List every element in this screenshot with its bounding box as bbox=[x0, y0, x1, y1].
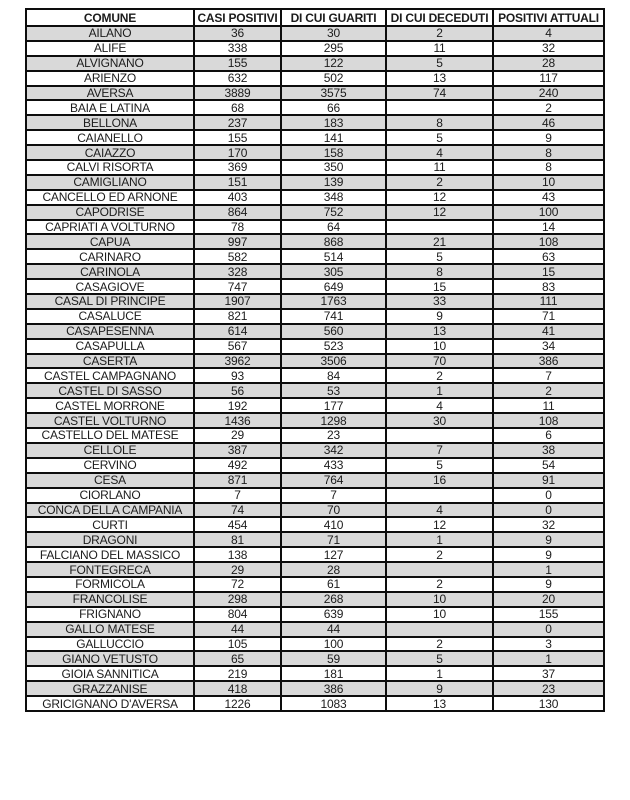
comune-cell: CASTEL MORRONE bbox=[26, 398, 194, 413]
comune-cell: ALIFE bbox=[26, 41, 194, 56]
deceduti-cell: 2 bbox=[386, 577, 493, 592]
guariti-cell: 70 bbox=[281, 503, 386, 518]
positivi-attuali-cell: 9 bbox=[493, 577, 604, 592]
positivi-attuali-cell: 9 bbox=[493, 532, 604, 547]
casi-positivi-cell: 65 bbox=[194, 651, 281, 666]
deceduti-cell: 2 bbox=[386, 175, 493, 190]
table-row bbox=[26, 428, 604, 443]
table-row bbox=[26, 234, 604, 249]
positivi-attuali-cell: 0 bbox=[493, 488, 604, 503]
comune-cell: CONCA DELLA CAMPANIA bbox=[26, 503, 194, 518]
guariti-cell: 764 bbox=[281, 473, 386, 488]
table-row bbox=[26, 368, 604, 383]
comune-cell: AVERSA bbox=[26, 86, 194, 101]
casi-positivi-cell: 1226 bbox=[194, 696, 281, 711]
deceduti-cell: 12 bbox=[386, 205, 493, 220]
casi-positivi-cell: 632 bbox=[194, 71, 281, 86]
table-row bbox=[26, 637, 604, 652]
header-row bbox=[26, 9, 604, 26]
table-row bbox=[26, 190, 604, 205]
deceduti-cell: 13 bbox=[386, 696, 493, 711]
guariti-cell: 386 bbox=[281, 681, 386, 696]
guariti-cell: 741 bbox=[281, 309, 386, 324]
comune-cell: ALVIGNANO bbox=[26, 56, 194, 71]
deceduti-cell bbox=[386, 488, 493, 503]
comune-cell: CASAL DI PRINCIPE bbox=[26, 294, 194, 309]
casi-positivi-cell: 614 bbox=[194, 324, 281, 339]
deceduti-cell: 16 bbox=[386, 473, 493, 488]
table-row bbox=[26, 220, 604, 235]
guariti-cell: 1298 bbox=[281, 413, 386, 428]
guariti-cell: 139 bbox=[281, 175, 386, 190]
deceduti-cell bbox=[386, 220, 493, 235]
table-row bbox=[26, 309, 604, 324]
comuni-covid-table bbox=[25, 8, 605, 712]
positivi-attuali-cell: 2 bbox=[493, 383, 604, 398]
table-row bbox=[26, 145, 604, 160]
table-row bbox=[26, 666, 604, 681]
table-row bbox=[26, 86, 604, 101]
guariti-cell: 64 bbox=[281, 220, 386, 235]
deceduti-cell: 2 bbox=[386, 637, 493, 652]
deceduti-cell: 5 bbox=[386, 249, 493, 264]
table-row bbox=[26, 160, 604, 175]
positivi-attuali-cell: 41 bbox=[493, 324, 604, 339]
positivi-attuali-cell: 1 bbox=[493, 651, 604, 666]
deceduti-cell: 2 bbox=[386, 547, 493, 562]
deceduti-cell: 15 bbox=[386, 279, 493, 294]
casi-positivi-cell: 56 bbox=[194, 383, 281, 398]
guariti-cell: 433 bbox=[281, 458, 386, 473]
table-row bbox=[26, 175, 604, 190]
guariti-cell: 523 bbox=[281, 339, 386, 354]
deceduti-cell: 12 bbox=[386, 517, 493, 532]
casi-positivi-cell: 387 bbox=[194, 443, 281, 458]
table-row bbox=[26, 577, 604, 592]
table-row bbox=[26, 562, 604, 577]
casi-positivi-cell: 7 bbox=[194, 488, 281, 503]
positivi-attuali-cell: 0 bbox=[493, 622, 604, 637]
guariti-cell: 514 bbox=[281, 249, 386, 264]
guariti-cell: 59 bbox=[281, 651, 386, 666]
casi-positivi-cell: 151 bbox=[194, 175, 281, 190]
deceduti-cell: 9 bbox=[386, 681, 493, 696]
deceduti-cell bbox=[386, 100, 493, 115]
comune-cell: CANCELLO ED ARNONE bbox=[26, 190, 194, 205]
guariti-cell: 410 bbox=[281, 517, 386, 532]
guariti-cell: 348 bbox=[281, 190, 386, 205]
guariti-cell: 100 bbox=[281, 637, 386, 652]
comune-cell: AILANO bbox=[26, 26, 194, 41]
table-row bbox=[26, 130, 604, 145]
table-row bbox=[26, 696, 604, 711]
positivi-attuali-cell: 155 bbox=[493, 607, 604, 622]
table-row bbox=[26, 71, 604, 86]
positivi-attuali-cell: 386 bbox=[493, 354, 604, 369]
casi-positivi-cell: 36 bbox=[194, 26, 281, 41]
casi-positivi-cell: 192 bbox=[194, 398, 281, 413]
guariti-cell: 639 bbox=[281, 607, 386, 622]
casi-positivi-cell: 821 bbox=[194, 309, 281, 324]
table-row bbox=[26, 443, 604, 458]
table-header bbox=[26, 9, 604, 26]
comune-cell: CURTI bbox=[26, 517, 194, 532]
deceduti-cell: 5 bbox=[386, 458, 493, 473]
casi-positivi-cell: 81 bbox=[194, 532, 281, 547]
deceduti-cell: 4 bbox=[386, 145, 493, 160]
positivi-attuali-cell: 7 bbox=[493, 368, 604, 383]
positivi-attuali-cell: 83 bbox=[493, 279, 604, 294]
table-row bbox=[26, 622, 604, 637]
table-row bbox=[26, 383, 604, 398]
guariti-cell: 181 bbox=[281, 666, 386, 681]
comune-cell: FALCIANO DEL MASSICO bbox=[26, 547, 194, 562]
casi-positivi-cell: 170 bbox=[194, 145, 281, 160]
guariti-cell: 560 bbox=[281, 324, 386, 339]
deceduti-cell: 70 bbox=[386, 354, 493, 369]
guariti-cell: 649 bbox=[281, 279, 386, 294]
comune-cell: CARINARO bbox=[26, 249, 194, 264]
positivi-attuali-cell: 71 bbox=[493, 309, 604, 324]
guariti-cell: 295 bbox=[281, 41, 386, 56]
positivi-attuali-cell: 14 bbox=[493, 220, 604, 235]
header-guariti: DI CUI GUARITI bbox=[281, 9, 386, 26]
casi-positivi-cell: 369 bbox=[194, 160, 281, 175]
guariti-cell: 23 bbox=[281, 428, 386, 443]
table-row bbox=[26, 100, 604, 115]
guariti-cell: 122 bbox=[281, 56, 386, 71]
comune-cell: FONTEGRECA bbox=[26, 562, 194, 577]
casi-positivi-cell: 403 bbox=[194, 190, 281, 205]
deceduti-cell: 21 bbox=[386, 234, 493, 249]
guariti-cell: 7 bbox=[281, 488, 386, 503]
casi-positivi-cell: 237 bbox=[194, 115, 281, 130]
table-row bbox=[26, 503, 604, 518]
table-row bbox=[26, 249, 604, 264]
guariti-cell: 66 bbox=[281, 100, 386, 115]
table-row bbox=[26, 413, 604, 428]
comune-cell: CERVINO bbox=[26, 458, 194, 473]
deceduti-cell: 1 bbox=[386, 532, 493, 547]
guariti-cell: 1083 bbox=[281, 696, 386, 711]
casi-positivi-cell: 567 bbox=[194, 339, 281, 354]
guariti-cell: 305 bbox=[281, 264, 386, 279]
casi-positivi-cell: 155 bbox=[194, 56, 281, 71]
comune-cell: CAPODRISE bbox=[26, 205, 194, 220]
deceduti-cell: 1 bbox=[386, 666, 493, 681]
positivi-attuali-cell: 28 bbox=[493, 56, 604, 71]
table-row bbox=[26, 26, 604, 41]
table-row bbox=[26, 115, 604, 130]
casi-positivi-cell: 298 bbox=[194, 592, 281, 607]
guariti-cell: 44 bbox=[281, 622, 386, 637]
casi-positivi-cell: 138 bbox=[194, 547, 281, 562]
guariti-cell: 3506 bbox=[281, 354, 386, 369]
deceduti-cell: 2 bbox=[386, 26, 493, 41]
positivi-attuali-cell: 0 bbox=[493, 503, 604, 518]
guariti-cell: 177 bbox=[281, 398, 386, 413]
comune-cell: GALLO MATESE bbox=[26, 622, 194, 637]
guariti-cell: 158 bbox=[281, 145, 386, 160]
deceduti-cell: 8 bbox=[386, 264, 493, 279]
table-row bbox=[26, 532, 604, 547]
positivi-attuali-cell: 3 bbox=[493, 637, 604, 652]
comune-cell: CALVI RISORTA bbox=[26, 160, 194, 175]
deceduti-cell: 5 bbox=[386, 130, 493, 145]
casi-positivi-cell: 338 bbox=[194, 41, 281, 56]
deceduti-cell: 13 bbox=[386, 71, 493, 86]
comune-cell: CAPUA bbox=[26, 234, 194, 249]
deceduti-cell: 4 bbox=[386, 503, 493, 518]
guariti-cell: 502 bbox=[281, 71, 386, 86]
comune-cell: GIANO VETUSTO bbox=[26, 651, 194, 666]
table-row bbox=[26, 279, 604, 294]
comune-cell: FORMICOLA bbox=[26, 577, 194, 592]
guariti-cell: 28 bbox=[281, 562, 386, 577]
positivi-attuali-cell: 34 bbox=[493, 339, 604, 354]
casi-positivi-cell: 864 bbox=[194, 205, 281, 220]
positivi-attuali-cell: 108 bbox=[493, 234, 604, 249]
guariti-cell: 183 bbox=[281, 115, 386, 130]
casi-positivi-cell: 747 bbox=[194, 279, 281, 294]
positivi-attuali-cell: 32 bbox=[493, 517, 604, 532]
comune-cell: CASTEL VOLTURNO bbox=[26, 413, 194, 428]
comune-cell: BAIA E LATINA bbox=[26, 100, 194, 115]
comune-cell: FRANCOLISE bbox=[26, 592, 194, 607]
table-row bbox=[26, 473, 604, 488]
deceduti-cell: 9 bbox=[386, 309, 493, 324]
comune-cell: FRIGNANO bbox=[26, 607, 194, 622]
comune-cell: GALLUCCIO bbox=[26, 637, 194, 652]
positivi-attuali-cell: 117 bbox=[493, 71, 604, 86]
casi-positivi-cell: 72 bbox=[194, 577, 281, 592]
guariti-cell: 3575 bbox=[281, 86, 386, 101]
table-row bbox=[26, 41, 604, 56]
table-row bbox=[26, 681, 604, 696]
positivi-attuali-cell: 15 bbox=[493, 264, 604, 279]
guariti-cell: 71 bbox=[281, 532, 386, 547]
deceduti-cell: 1 bbox=[386, 383, 493, 398]
casi-positivi-cell: 74 bbox=[194, 503, 281, 518]
casi-positivi-cell: 3962 bbox=[194, 354, 281, 369]
table-row bbox=[26, 651, 604, 666]
guariti-cell: 350 bbox=[281, 160, 386, 175]
positivi-attuali-cell: 20 bbox=[493, 592, 604, 607]
table-row bbox=[26, 398, 604, 413]
table-row bbox=[26, 205, 604, 220]
deceduti-cell: 10 bbox=[386, 592, 493, 607]
positivi-attuali-cell: 240 bbox=[493, 86, 604, 101]
deceduti-cell: 11 bbox=[386, 41, 493, 56]
positivi-attuali-cell: 11 bbox=[493, 398, 604, 413]
comune-cell: BELLONA bbox=[26, 115, 194, 130]
casi-positivi-cell: 804 bbox=[194, 607, 281, 622]
comune-cell: CASAPESENNA bbox=[26, 324, 194, 339]
positivi-attuali-cell: 8 bbox=[493, 145, 604, 160]
header-positivi-attuali: POSITIVI ATTUALI bbox=[493, 9, 604, 26]
table-row bbox=[26, 264, 604, 279]
comune-cell: CAIANELLO bbox=[26, 130, 194, 145]
deceduti-cell: 30 bbox=[386, 413, 493, 428]
header-comune: COMUNE bbox=[26, 9, 194, 26]
positivi-attuali-cell: 6 bbox=[493, 428, 604, 443]
positivi-attuali-cell: 10 bbox=[493, 175, 604, 190]
guariti-cell: 1763 bbox=[281, 294, 386, 309]
casi-positivi-cell: 997 bbox=[194, 234, 281, 249]
comune-cell: GIOIA SANNITICA bbox=[26, 666, 194, 681]
table-body bbox=[26, 26, 604, 711]
deceduti-cell: 74 bbox=[386, 86, 493, 101]
positivi-attuali-cell: 111 bbox=[493, 294, 604, 309]
comune-cell: CASTEL CAMPAGNANO bbox=[26, 368, 194, 383]
table-row bbox=[26, 547, 604, 562]
guariti-cell: 127 bbox=[281, 547, 386, 562]
deceduti-cell: 12 bbox=[386, 190, 493, 205]
guariti-cell: 752 bbox=[281, 205, 386, 220]
deceduti-cell: 10 bbox=[386, 339, 493, 354]
positivi-attuali-cell: 100 bbox=[493, 205, 604, 220]
deceduti-cell: 5 bbox=[386, 56, 493, 71]
table-row bbox=[26, 517, 604, 532]
header-deceduti: DI CUI DECEDUTI bbox=[386, 9, 493, 26]
comune-cell: CASAGIOVE bbox=[26, 279, 194, 294]
table-row bbox=[26, 458, 604, 473]
deceduti-cell: 11 bbox=[386, 160, 493, 175]
casi-positivi-cell: 871 bbox=[194, 473, 281, 488]
deceduti-cell: 2 bbox=[386, 368, 493, 383]
comune-cell: CASTEL DI SASSO bbox=[26, 383, 194, 398]
positivi-attuali-cell: 32 bbox=[493, 41, 604, 56]
table-row bbox=[26, 294, 604, 309]
comune-cell: ARIENZO bbox=[26, 71, 194, 86]
casi-positivi-cell: 418 bbox=[194, 681, 281, 696]
table-row bbox=[26, 339, 604, 354]
deceduti-cell bbox=[386, 562, 493, 577]
casi-positivi-cell: 492 bbox=[194, 458, 281, 473]
table-row bbox=[26, 56, 604, 71]
comune-cell: CIORLANO bbox=[26, 488, 194, 503]
table-row bbox=[26, 592, 604, 607]
casi-positivi-cell: 219 bbox=[194, 666, 281, 681]
positivi-attuali-cell: 23 bbox=[493, 681, 604, 696]
deceduti-cell: 8 bbox=[386, 115, 493, 130]
deceduti-cell bbox=[386, 428, 493, 443]
casi-positivi-cell: 105 bbox=[194, 637, 281, 652]
casi-positivi-cell: 582 bbox=[194, 249, 281, 264]
guariti-cell: 268 bbox=[281, 592, 386, 607]
comune-cell: CASALUCE bbox=[26, 309, 194, 324]
comune-cell: DRAGONI bbox=[26, 532, 194, 547]
comune-cell: CARINOLA bbox=[26, 264, 194, 279]
guariti-cell: 342 bbox=[281, 443, 386, 458]
comune-cell: CESA bbox=[26, 473, 194, 488]
comune-cell: CAPRIATI A VOLTURNO bbox=[26, 220, 194, 235]
guariti-cell: 84 bbox=[281, 368, 386, 383]
casi-positivi-cell: 454 bbox=[194, 517, 281, 532]
positivi-attuali-cell: 9 bbox=[493, 547, 604, 562]
positivi-attuali-cell: 108 bbox=[493, 413, 604, 428]
comune-cell: CASTELLO DEL MATESE bbox=[26, 428, 194, 443]
casi-positivi-cell: 44 bbox=[194, 622, 281, 637]
deceduti-cell bbox=[386, 622, 493, 637]
casi-positivi-cell: 93 bbox=[194, 368, 281, 383]
guariti-cell: 53 bbox=[281, 383, 386, 398]
positivi-attuali-cell: 8 bbox=[493, 160, 604, 175]
positivi-attuali-cell: 1 bbox=[493, 562, 604, 577]
guariti-cell: 868 bbox=[281, 234, 386, 249]
comune-cell: CAIAZZO bbox=[26, 145, 194, 160]
positivi-attuali-cell: 130 bbox=[493, 696, 604, 711]
positivi-attuali-cell: 38 bbox=[493, 443, 604, 458]
positivi-attuali-cell: 2 bbox=[493, 100, 604, 115]
positivi-attuali-cell: 91 bbox=[493, 473, 604, 488]
casi-positivi-cell: 155 bbox=[194, 130, 281, 145]
deceduti-cell: 4 bbox=[386, 398, 493, 413]
table-row bbox=[26, 324, 604, 339]
comune-cell: CAMIGLIANO bbox=[26, 175, 194, 190]
positivi-attuali-cell: 63 bbox=[493, 249, 604, 264]
deceduti-cell: 10 bbox=[386, 607, 493, 622]
guariti-cell: 61 bbox=[281, 577, 386, 592]
deceduti-cell: 33 bbox=[386, 294, 493, 309]
positivi-attuali-cell: 46 bbox=[493, 115, 604, 130]
comune-cell: GRAZZANISE bbox=[26, 681, 194, 696]
casi-positivi-cell: 1907 bbox=[194, 294, 281, 309]
positivi-attuali-cell: 37 bbox=[493, 666, 604, 681]
casi-positivi-cell: 328 bbox=[194, 264, 281, 279]
positivi-attuali-cell: 9 bbox=[493, 130, 604, 145]
casi-positivi-cell: 78 bbox=[194, 220, 281, 235]
casi-positivi-cell: 29 bbox=[194, 428, 281, 443]
casi-positivi-cell: 29 bbox=[194, 562, 281, 577]
table-row bbox=[26, 488, 604, 503]
table-row bbox=[26, 607, 604, 622]
positivi-attuali-cell: 54 bbox=[493, 458, 604, 473]
positivi-attuali-cell: 43 bbox=[493, 190, 604, 205]
table-row bbox=[26, 354, 604, 369]
header-casi-positivi: CASI POSITIVI bbox=[194, 9, 281, 26]
comune-cell: GRICIGNANO D'AVERSA bbox=[26, 696, 194, 711]
casi-positivi-cell: 3889 bbox=[194, 86, 281, 101]
deceduti-cell: 7 bbox=[386, 443, 493, 458]
deceduti-cell: 5 bbox=[386, 651, 493, 666]
deceduti-cell: 13 bbox=[386, 324, 493, 339]
comune-cell: CASAPULLA bbox=[26, 339, 194, 354]
positivi-attuali-cell: 4 bbox=[493, 26, 604, 41]
comune-cell: CELLOLE bbox=[26, 443, 194, 458]
casi-positivi-cell: 1436 bbox=[194, 413, 281, 428]
casi-positivi-cell: 68 bbox=[194, 100, 281, 115]
guariti-cell: 141 bbox=[281, 130, 386, 145]
guariti-cell: 30 bbox=[281, 26, 386, 41]
comune-cell: CASERTA bbox=[26, 354, 194, 369]
